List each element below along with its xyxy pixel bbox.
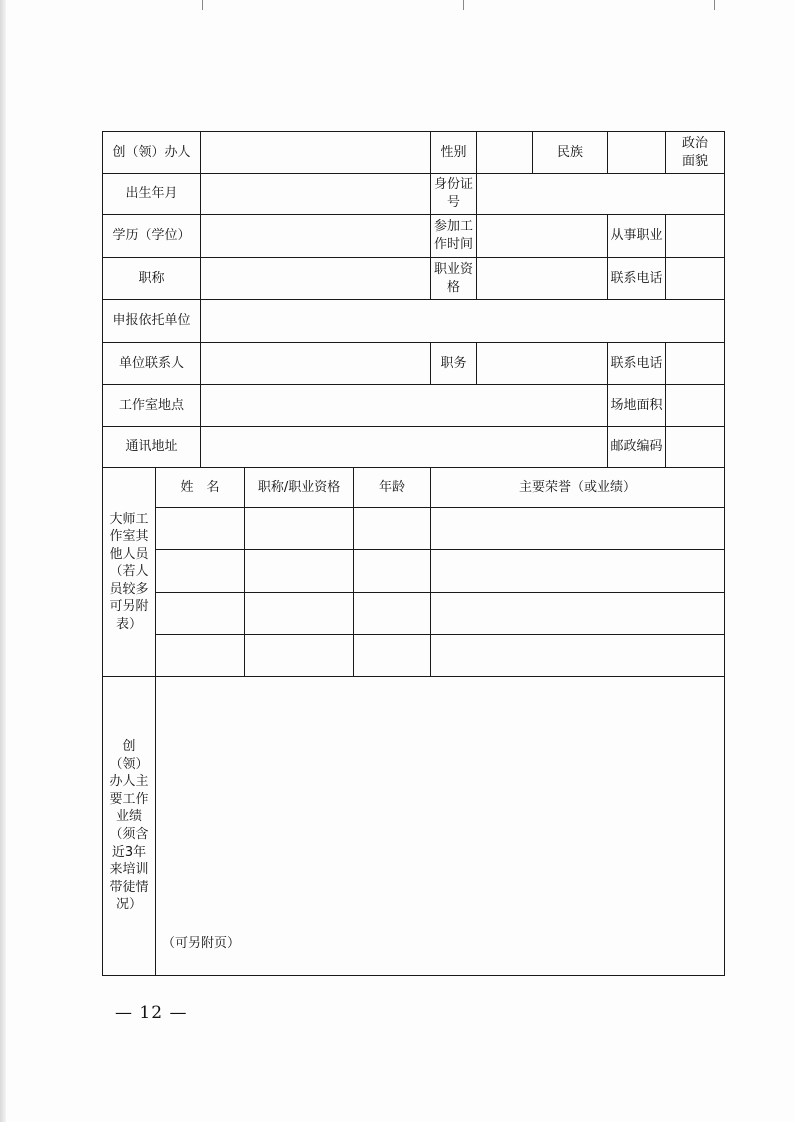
studio-address-label: 工作室地点: [103, 385, 201, 427]
postcode-label: 邮政编码: [608, 427, 666, 468]
title-field[interactable]: [201, 258, 431, 300]
ethnicity-label: 民族: [533, 132, 608, 174]
member-honors-cell[interactable]: [431, 635, 725, 677]
id-field[interactable]: [477, 174, 725, 215]
gender-field[interactable]: [477, 132, 533, 174]
table-row: [103, 550, 725, 593]
member-honors-cell[interactable]: [431, 593, 725, 635]
occupation-field[interactable]: [666, 215, 725, 258]
member-name-cell[interactable]: [156, 550, 245, 593]
member-honors-cell[interactable]: [431, 550, 725, 593]
member-title-cell[interactable]: [245, 593, 354, 635]
members-title-header: 职称/职业资格: [245, 468, 354, 508]
application-form-table: [102, 131, 725, 976]
members-label: [103, 468, 156, 677]
members-header-row: [103, 468, 725, 508]
achievements-label-line: 创（领）: [109, 739, 149, 772]
member-title-cell[interactable]: [245, 635, 354, 677]
mailing-address-label: 通讯地址: [103, 427, 201, 468]
member-title-cell[interactable]: [245, 508, 354, 550]
achievements-row: [103, 677, 725, 976]
id-label: 身份证号: [431, 174, 477, 215]
member-title-cell[interactable]: [245, 550, 354, 593]
unit-label: 申报依托单位: [103, 300, 201, 343]
unit-contact-label: 单位联系人: [103, 343, 201, 385]
achievements-label-line: （须含: [109, 827, 149, 842]
form-row-mailing-address: [103, 427, 725, 468]
fold-mark: [202, 0, 203, 10]
members-label-line: 可另附: [109, 599, 149, 615]
achievements-label-line: 办人主: [109, 774, 149, 790]
achievements-label-line: 近3年: [111, 844, 147, 860]
form-row-education: [103, 215, 725, 258]
member-honors-cell[interactable]: [431, 508, 725, 550]
members-label-line: 作室其: [109, 529, 149, 545]
member-name-cell[interactable]: [156, 635, 245, 677]
site-area-label: 场地面积: [608, 385, 666, 427]
members-name-header: 姓 名: [156, 468, 245, 508]
phone-label: 联系电话: [608, 258, 666, 300]
member-age-cell[interactable]: [354, 635, 431, 677]
achievements-label-line: 况）: [115, 897, 142, 913]
unit-field[interactable]: [201, 300, 725, 343]
form-row-unit-contact: [103, 343, 725, 385]
birth-label: 出生年月: [103, 174, 201, 215]
table-row: [103, 593, 725, 635]
members-label-line: 他人员: [109, 546, 149, 562]
work-start-label-line2: 作时间: [434, 237, 474, 252]
member-name-cell[interactable]: [156, 508, 245, 550]
table-row: [103, 508, 725, 550]
members-label-line: 表）: [115, 616, 142, 632]
form-row-unit: [103, 300, 725, 343]
education-field[interactable]: [201, 215, 431, 258]
phone-label-2: 联系电话: [608, 343, 666, 385]
political-label-line2: 面貌: [682, 153, 709, 169]
achievements-label-line: 业绩: [115, 809, 142, 825]
phone-field[interactable]: [666, 258, 725, 300]
member-name-cell[interactable]: [156, 593, 245, 635]
fold-mark: [714, 0, 715, 10]
qualification-field[interactable]: [477, 258, 608, 300]
achievements-label-line: 来培训: [109, 862, 149, 878]
page-number: — 12 —: [115, 1003, 188, 1023]
achievements-label: [103, 677, 156, 976]
achievements-label-line: 要工作: [109, 791, 149, 807]
occupation-label: 从事职业: [608, 215, 666, 258]
fold-mark: [463, 0, 464, 10]
members-honors-header: 主要荣誉（或业绩）: [431, 468, 725, 508]
birth-field[interactable]: [201, 174, 431, 215]
members-label-line: 员较多: [109, 581, 149, 597]
work-start-label: [431, 215, 477, 258]
position-field[interactable]: [477, 343, 608, 385]
title-label: 职称: [103, 258, 201, 300]
position-label: 职务: [431, 343, 477, 385]
member-age-cell[interactable]: [354, 508, 431, 550]
work-start-field[interactable]: [477, 215, 608, 258]
ethnicity-field[interactable]: [608, 132, 666, 174]
education-label: 学历（学位）: [103, 215, 201, 258]
work-start-label-line1: 参加工: [434, 219, 474, 235]
postcode-field[interactable]: [666, 427, 725, 468]
members-label-line: （若人: [109, 564, 149, 580]
page-edge-shadow: [0, 0, 6, 1122]
qualification-label: 职业资格: [431, 258, 477, 300]
form-row-founder: [103, 132, 725, 174]
phone-field-2[interactable]: [666, 343, 725, 385]
achievements-label-line: 带徒情: [109, 879, 149, 895]
member-age-cell[interactable]: [354, 550, 431, 593]
member-age-cell[interactable]: [354, 593, 431, 635]
unit-contact-field[interactable]: [201, 343, 431, 385]
founder-field[interactable]: [201, 132, 431, 174]
attach-note: （可另附页）: [162, 936, 241, 952]
form-row-birth: [103, 174, 725, 215]
members-label-line: 大师工: [109, 511, 149, 527]
form-row-studio-address: [103, 385, 725, 427]
political-label-line1: 政治: [682, 135, 709, 151]
form-row-title: [103, 258, 725, 300]
political-label: [666, 132, 725, 174]
studio-address-field[interactable]: [201, 385, 608, 427]
mailing-address-field[interactable]: [201, 427, 608, 468]
achievements-field[interactable]: [156, 677, 725, 976]
members-age-header: 年龄: [354, 468, 431, 508]
founder-label: 创（领）办人: [103, 132, 201, 174]
gender-label: 性别: [431, 132, 477, 174]
site-area-field[interactable]: [666, 385, 725, 427]
table-row: [103, 635, 725, 677]
